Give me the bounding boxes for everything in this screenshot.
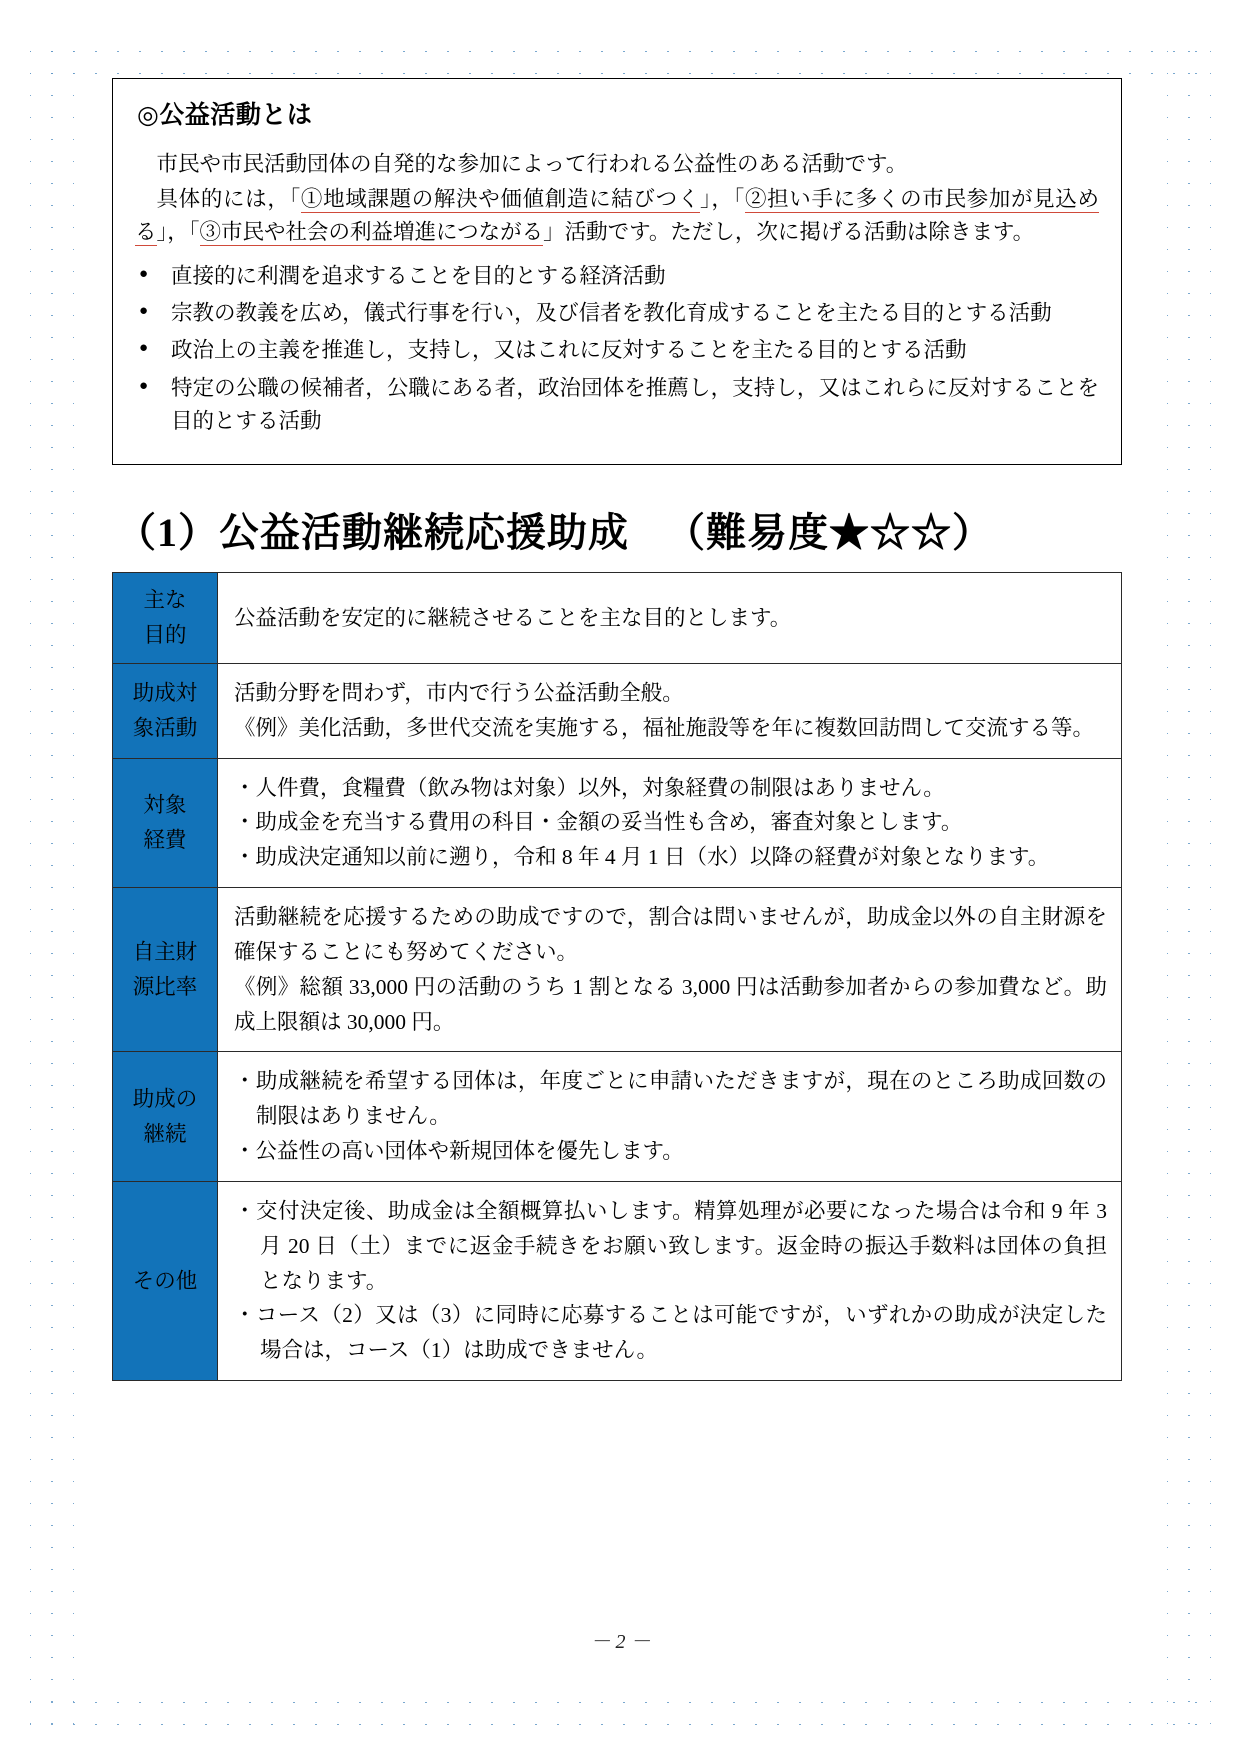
row-text-line: 活動継続を応援するための助成ですので，割合は問いませんが，助成金以外の自主財源を確保することにも努めてください。 [234, 905, 1107, 964]
row-body-purpose [218, 573, 1122, 664]
row-body-eligible-expenses [218, 758, 1122, 887]
row-text-line: 活動分野を問わず，市内で行う公益活動全般。 [234, 680, 684, 705]
intro-definition-box [112, 78, 1122, 465]
row-label-line: 経費 [143, 827, 187, 852]
section-title-text: （1）公益活動継続応援助成 [116, 510, 629, 556]
list-item: ● 政治上の主義を推進し，支持し，又はこれに反対することを主たる目的とする活動 [135, 334, 1099, 367]
row-text-line: ・助成金を充当する費用の科目・金額の妥当性も含め，審査対象とします。 [234, 810, 963, 835]
row-label-line: 目的 [143, 623, 187, 648]
intro-condition-2: ②担い手に多くの市民参加が見込める [135, 187, 1099, 245]
row-label-target-activity [113, 663, 218, 758]
row-label-line: 源比率 [132, 974, 198, 999]
list-item: ● 直接的に利潤を追求することを目的とする経済活動 [135, 260, 1099, 293]
border-band-bottom [30, 1681, 1211, 1725]
intro-p2-prefix: 具体的には，「 [156, 187, 301, 212]
row-label-self-funding-ratio [113, 888, 218, 1052]
row-body-other [218, 1181, 1122, 1380]
page-number: － 2 － [590, 1631, 651, 1653]
row-text-line: ・交付決定後、助成金は全額概算払いします。精算処理が必要になった場合は令和 9 年 3 月 20 日（土）までに返金手続きをお願い致します。返金時の振込手数料は団体の負担となります。 [234, 1198, 1107, 1293]
intro-p2-suffix: 」活動です。ただし，次に掲げる活動は除きます。 [543, 220, 1035, 245]
grant-details-table [112, 572, 1122, 1381]
row-text-line: ・コース（2）又は（3）に同時に応募することは可能ですが，いずれかの助成が決定した場合は，コース（1）は助成できません。 [234, 1303, 1107, 1363]
row-label-line: 対象 [143, 792, 187, 817]
intro-p2-mid-1: 」，「 [699, 187, 745, 212]
row-label-line: 助成の [132, 1086, 198, 1111]
row-label-eligible-expenses [113, 758, 218, 887]
list-item: ● 宗教の教義を広め，儀式行事を行い，及び信者を教化育成することを主たる目的とする活動 [135, 297, 1099, 330]
table-row [113, 758, 1122, 887]
row-body-grant-continuation [218, 1052, 1122, 1181]
table-row [113, 888, 1122, 1052]
row-label-line: 継続 [143, 1121, 187, 1146]
row-text-line: 《例》総額 33,000 円の活動のうち 1 割となる 3,000 円は活動参加者からの参加費など。助成上限額は 30,000 円。 [234, 974, 1107, 1034]
intro-condition-1: ①地域課題の解決や価値創造に結びつく [300, 187, 700, 212]
border-band-right [1167, 30, 1211, 1725]
intro-exclusion-list [135, 260, 1099, 439]
table-row [113, 573, 1122, 664]
row-text-line: ・助成決定通知以前に遡り，令和 8 年 4 月 1 日（水）以降の経費が対象となります。 [234, 845, 1050, 870]
intro-p2-mid-2: 」，「 [156, 220, 200, 245]
row-label-purpose [113, 573, 218, 664]
intro-paragraph-1: 市民や市民活動団体の自発的な参加によって行われる公益性のある活動です。 [156, 151, 908, 176]
list-item: ● 特定の公職の候補者，公職にある者，政治団体を推薦し，支持し，又はこれらに反対することを目的とする活動 [135, 372, 1099, 439]
row-text-line: ・人件費，食糧費（飲み物は対象）以外，対象経費の制限はありません。 [234, 775, 945, 800]
row-label-line: その他 [132, 1268, 198, 1293]
row-text-line: 公益活動を安定的に継続させることを主な目的とします。 [234, 605, 792, 630]
table-row [113, 1052, 1122, 1181]
document-content [112, 78, 1122, 1381]
difficulty-rating: （難易度★☆☆） [665, 510, 993, 556]
row-label-line: 助成対 [132, 680, 198, 705]
table-row [113, 663, 1122, 758]
row-label-other [113, 1181, 218, 1380]
row-body-target-activity [218, 663, 1122, 758]
table-row [113, 1181, 1122, 1380]
row-text-line: 《例》美化活動，多世代交流を実施する，福祉施設等を年に複数回訪問して交流する等。 [234, 715, 1095, 740]
border-band-top [30, 30, 1211, 74]
intro-paragraph-2 [135, 183, 1099, 250]
border-band-left [30, 30, 74, 1725]
row-label-line: 象活動 [132, 715, 198, 740]
row-label-line: 主な [143, 588, 187, 613]
row-text-line: ・公益性の高い団体や新規団体を優先します。 [234, 1139, 684, 1164]
page-title [116, 501, 1122, 558]
intro-heading: ◎公益活動とは [137, 102, 313, 129]
row-text-line: ・助成継続を希望する団体は，年度ごとに申請いただきますが，現在のところ助成回数の制限はありません。 [234, 1069, 1107, 1129]
intro-condition-3: ③市民や社会の利益増進につながる [199, 220, 544, 245]
row-body-self-funding-ratio [218, 888, 1122, 1052]
row-label-grant-continuation [113, 1052, 218, 1181]
page-footer [0, 1625, 1241, 1654]
row-label-line: 自主財 [132, 939, 198, 964]
